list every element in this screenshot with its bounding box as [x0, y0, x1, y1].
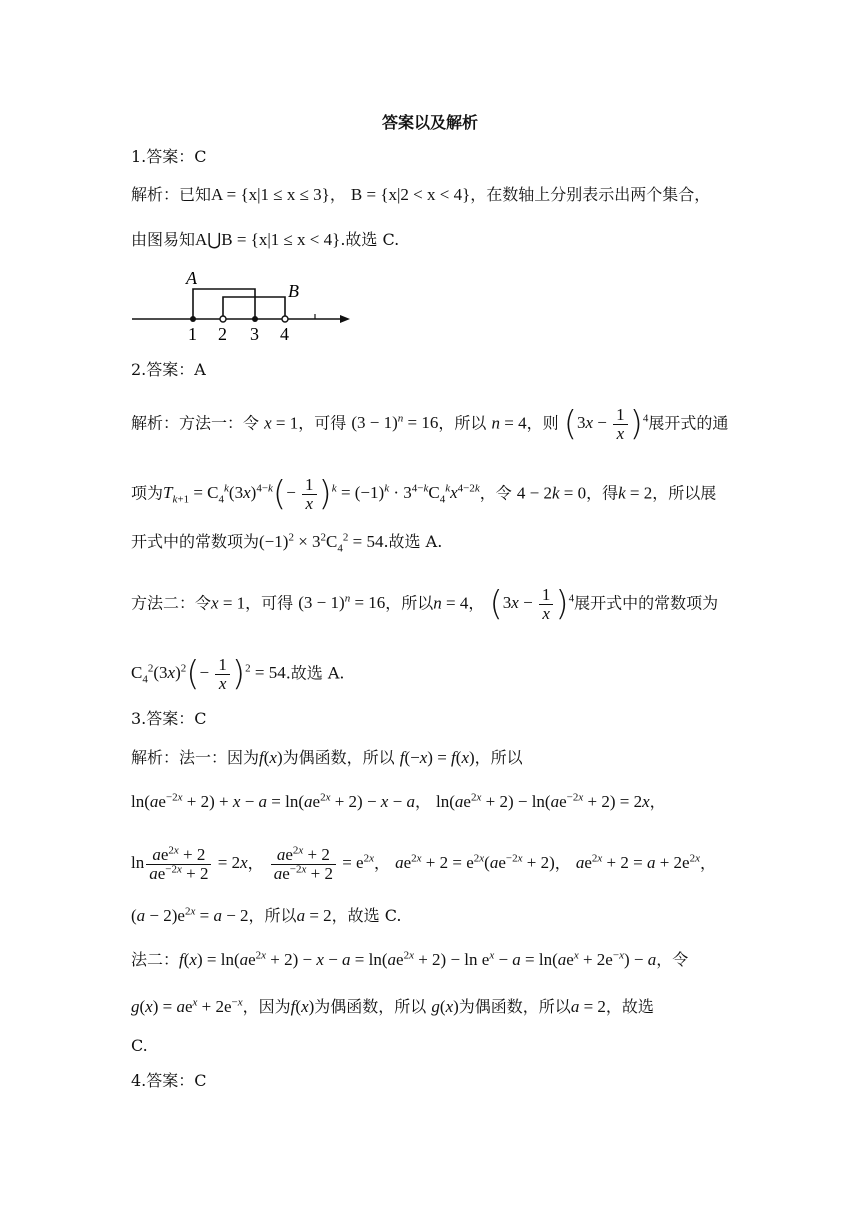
tick-1: 1 — [188, 324, 197, 344]
q3-line5: 法二：$f(x) = \ln(ae^{2x} + 2) - x - a = \ln(ae^{2x} + 2) - \ln e^x - a = \ln(ae^x + 2e^{-x}) - a$，令 — [131, 949, 689, 969]
page-title: 答案以及解析 — [381, 113, 478, 132]
q3-line7: C. — [131, 1036, 148, 1055]
q4-answer: 4.答案：C — [131, 1071, 207, 1090]
q3-line1: 解析：法一：因为f(x)为偶函数，所以 f(−x) = f(x)，所以 — [131, 748, 523, 767]
set-b-formula: B = {x|2 < x < 4} — [350, 185, 471, 204]
q2-line2: 项为$T_{k+1} = C_4^k(3x)^{4-k}(-$ $\frac{1}{x}$ )$^k = (-1)^k \cdot 3^{4-k}C_4^kx^{4-2k}$，令 4 − 2k = 0，得k = 2，所以展 — [131, 474, 717, 515]
label-b: B — [288, 281, 299, 301]
q3-line4: $(a - 2)e^{2x} = a - 2$，所以a = 2，故选 C. — [131, 905, 402, 925]
q2-answer: 2.答案：A — [131, 360, 206, 379]
q2-line1: 解析：方法一：令 x = 1，可得 $(3 - 1)^n = 16$，所以 n = 4，则 (3x − $\frac{1}{x}$ )$^4$展开式的通 — [131, 404, 729, 445]
union-formula: A⋃B = {x|1 ≤ x < 4} — [195, 230, 341, 249]
tick-4: 4 — [280, 324, 289, 344]
q3-line3: ln $\frac{ae^{2x} + 2}{ae^{-2x} + 2}$ = 2x， $\frac{ae^{2x} + 2}{ae^{-2x} + 2}$ = $e^{2x}$， $ae^{2x} + 2 = e^{2x}(ae^{-2x} + 2)$， $ae^{2x} + 2 = a + 2e^{2x}$， — [131, 844, 716, 883]
q1-answer: 1.答案：C — [131, 147, 207, 166]
tick-2: 2 — [218, 324, 227, 344]
number-line-figure — [130, 264, 360, 344]
q2-line3: 开式中的常数项为$(-1)^2 \times 3^2C_4^2 = 54$.故选 A. — [131, 531, 443, 555]
q3-line6: $g(x) = ae^x + 2e^{-x}$，因为f(x)为偶函数，所以 g(x)为偶函数，所以a = 2，故选 — [131, 996, 654, 1016]
tick-3: 3 — [250, 324, 259, 344]
q1-analysis-line2: 由图易知A⋃B = {x|1 ≤ x < 4}.故选 C. — [131, 230, 400, 249]
q2-line5: $C_4^2(3x)^2(-$ $\frac{1}{x}$ )$^2$ = 54.故选 A. — [131, 654, 345, 695]
q3-answer: 3.答案：C — [131, 709, 207, 728]
q2-line4: 方法二：令x = 1，可得 $(3 - 1)^n = 16$，所以n = 4， (3x − $\frac{1}{x}$ )$^4$展开式中的常数项为 — [131, 584, 719, 625]
label-a: A — [186, 268, 197, 288]
q1-analysis-line1: 解析：已知A = {x|1 ≤ x ≤ 3}， B = {x|2 < x < 4}，在数轴上分别表示出两个集合， — [131, 185, 711, 204]
set-a-formula: A = {x|1 ≤ x ≤ 3} — [211, 185, 330, 204]
q3-line2: $\ln(ae^{-2x} + 2) + x - a = \ln(ae^{2x} + 2) - x - a$， $\ln(ae^{2x} + 2) - \ln(ae^{-2x} + 2) = 2x$， — [131, 791, 666, 811]
